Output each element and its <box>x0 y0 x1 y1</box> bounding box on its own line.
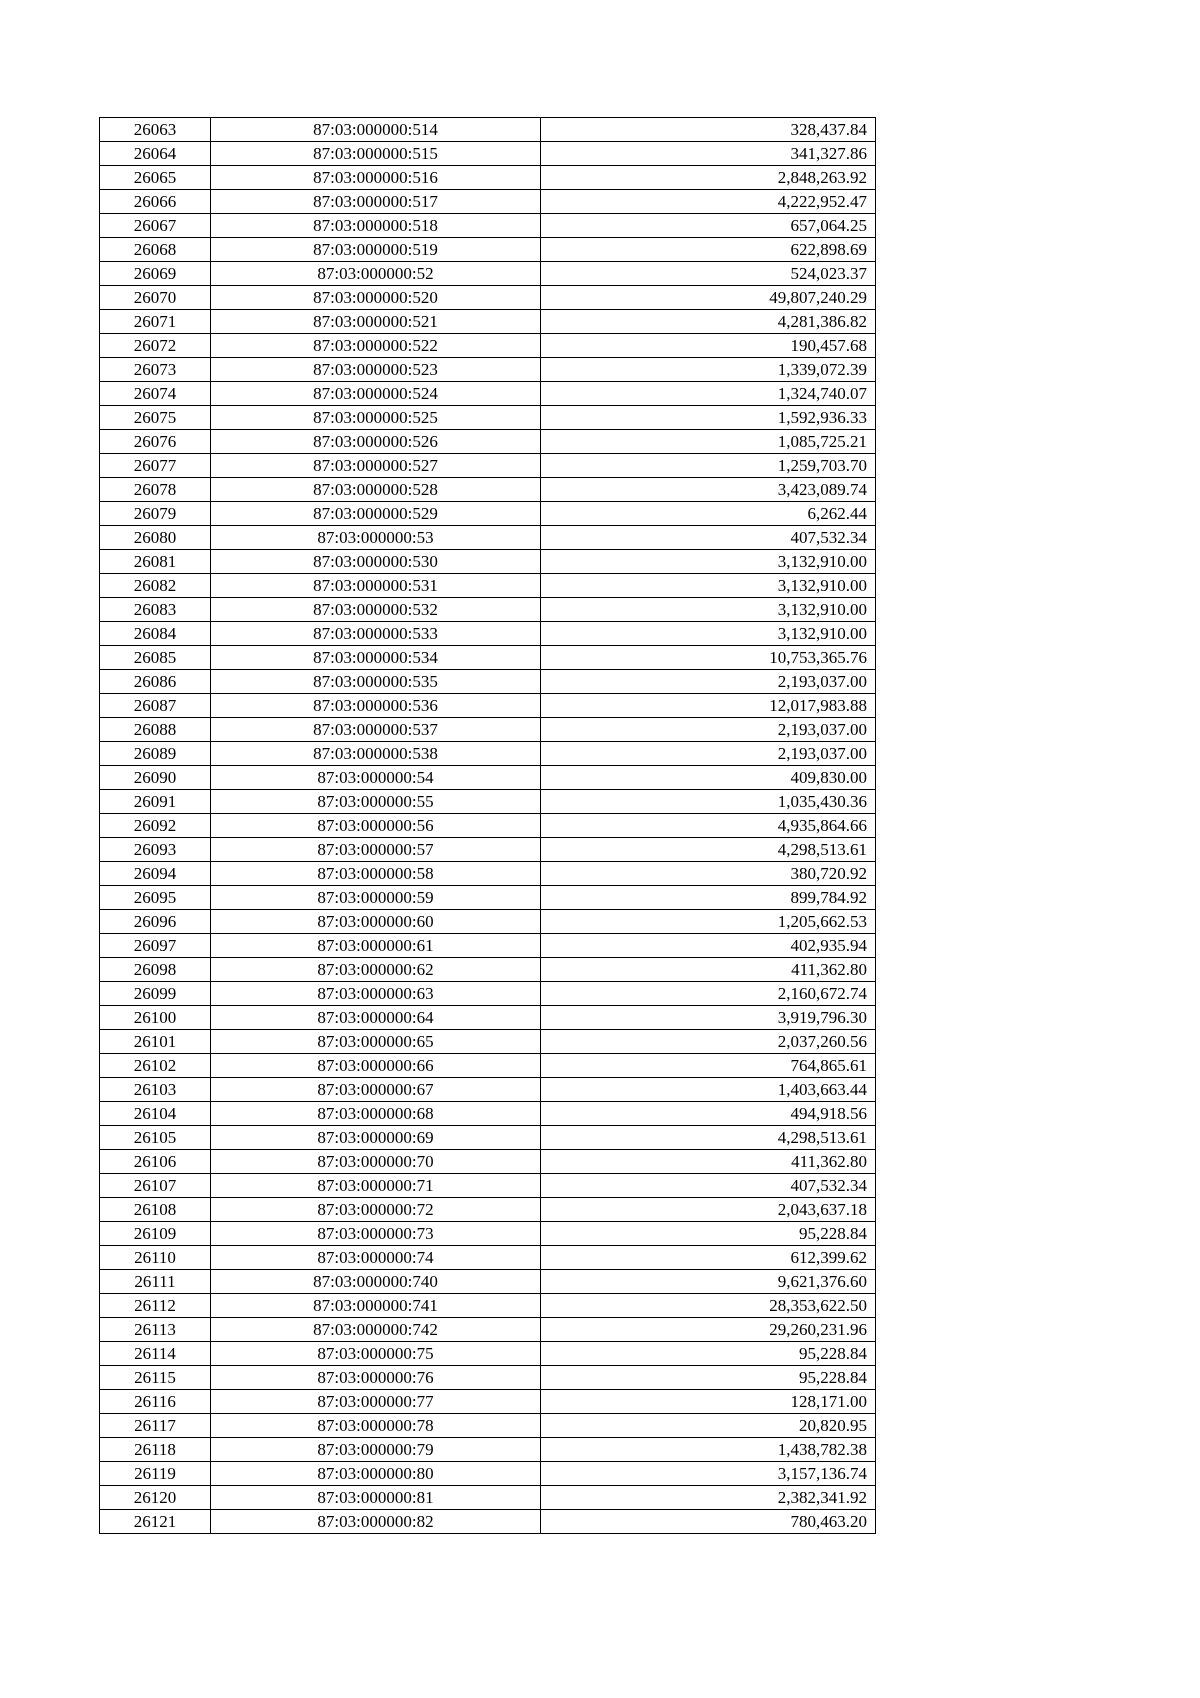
row-number-cell: 26069 <box>100 262 211 286</box>
row-number-cell: 26119 <box>100 1462 211 1486</box>
cadastral-number-cell: 87:03:000000:514 <box>211 118 541 142</box>
cadastral-number-cell: 87:03:000000:80 <box>211 1462 541 1486</box>
value-cell: 4,935,864.66 <box>541 814 876 838</box>
cadastral-number-cell: 87:03:000000:61 <box>211 934 541 958</box>
table-row <box>100 1486 876 1510</box>
value-cell: 190,457.68 <box>541 334 876 358</box>
cadastral-number-cell: 87:03:000000:523 <box>211 358 541 382</box>
row-number-cell: 26097 <box>100 934 211 958</box>
table-row <box>100 1102 876 1126</box>
row-number-cell: 26067 <box>100 214 211 238</box>
row-number-cell: 26110 <box>100 1246 211 1270</box>
cadastral-number-cell: 87:03:000000:517 <box>211 190 541 214</box>
value-cell: 1,324,740.07 <box>541 382 876 406</box>
table-row <box>100 334 876 358</box>
value-cell: 95,228.84 <box>541 1222 876 1246</box>
table-row <box>100 1414 876 1438</box>
value-cell: 1,438,782.38 <box>541 1438 876 1462</box>
row-number-cell: 26084 <box>100 622 211 646</box>
value-cell: 1,592,936.33 <box>541 406 876 430</box>
cadastral-number-cell: 87:03:000000:76 <box>211 1366 541 1390</box>
value-cell: 409,830.00 <box>541 766 876 790</box>
row-number-cell: 26077 <box>100 454 211 478</box>
table-row <box>100 718 876 742</box>
table-row <box>100 574 876 598</box>
table-row <box>100 982 876 1006</box>
cadastral-number-cell: 87:03:000000:52 <box>211 262 541 286</box>
value-cell: 411,362.80 <box>541 958 876 982</box>
value-cell: 524,023.37 <box>541 262 876 286</box>
table-row <box>100 1198 876 1222</box>
table-row <box>100 1510 876 1534</box>
table-row <box>100 1366 876 1390</box>
table-row <box>100 1054 876 1078</box>
row-number-cell: 26098 <box>100 958 211 982</box>
row-number-cell: 26086 <box>100 670 211 694</box>
cadastral-number-cell: 87:03:000000:524 <box>211 382 541 406</box>
value-cell: 128,171.00 <box>541 1390 876 1414</box>
row-number-cell: 26082 <box>100 574 211 598</box>
value-cell: 3,132,910.00 <box>541 622 876 646</box>
cadastral-number-cell: 87:03:000000:526 <box>211 430 541 454</box>
value-cell: 2,193,037.00 <box>541 670 876 694</box>
value-cell: 4,281,386.82 <box>541 310 876 334</box>
table-row <box>100 646 876 670</box>
table-row <box>100 454 876 478</box>
table-row <box>100 166 876 190</box>
value-cell: 1,085,725.21 <box>541 430 876 454</box>
table-row <box>100 742 876 766</box>
value-cell: 4,298,513.61 <box>541 1126 876 1150</box>
cadastral-number-cell: 87:03:000000:72 <box>211 1198 541 1222</box>
cadastral-number-cell: 87:03:000000:57 <box>211 838 541 862</box>
row-number-cell: 26064 <box>100 142 211 166</box>
table-row <box>100 1174 876 1198</box>
cadastral-number-cell: 87:03:000000:537 <box>211 718 541 742</box>
cadastral-number-cell: 87:03:000000:520 <box>211 286 541 310</box>
cadastral-number-cell: 87:03:000000:66 <box>211 1054 541 1078</box>
table-row <box>100 310 876 334</box>
value-cell: 2,160,672.74 <box>541 982 876 1006</box>
cadastral-number-cell: 87:03:000000:55 <box>211 790 541 814</box>
row-number-cell: 26068 <box>100 238 211 262</box>
table-row <box>100 1462 876 1486</box>
table-row <box>100 118 876 142</box>
value-cell: 764,865.61 <box>541 1054 876 1078</box>
cadastral-number-cell: 87:03:000000:530 <box>211 550 541 574</box>
table-row <box>100 238 876 262</box>
table-row <box>100 190 876 214</box>
cadastral-number-cell: 87:03:000000:521 <box>211 310 541 334</box>
row-number-cell: 26093 <box>100 838 211 862</box>
cadastral-number-cell: 87:03:000000:56 <box>211 814 541 838</box>
value-cell: 899,784.92 <box>541 886 876 910</box>
row-number-cell: 26091 <box>100 790 211 814</box>
value-cell: 95,228.84 <box>541 1342 876 1366</box>
row-number-cell: 26100 <box>100 1006 211 1030</box>
table-row <box>100 598 876 622</box>
cadastral-number-cell: 87:03:000000:532 <box>211 598 541 622</box>
value-cell: 657,064.25 <box>541 214 876 238</box>
cadastral-number-cell: 87:03:000000:63 <box>211 982 541 1006</box>
value-cell: 402,935.94 <box>541 934 876 958</box>
table-row <box>100 286 876 310</box>
table-row <box>100 1150 876 1174</box>
table-row <box>100 1390 876 1414</box>
row-number-cell: 26101 <box>100 1030 211 1054</box>
row-number-cell: 26104 <box>100 1102 211 1126</box>
cadastral-number-cell: 87:03:000000:53 <box>211 526 541 550</box>
row-number-cell: 26075 <box>100 406 211 430</box>
value-cell: 3,132,910.00 <box>541 550 876 574</box>
row-number-cell: 26113 <box>100 1318 211 1342</box>
cadastral-number-cell: 87:03:000000:77 <box>211 1390 541 1414</box>
cadastral-number-cell: 87:03:000000:79 <box>211 1438 541 1462</box>
value-cell: 12,017,983.88 <box>541 694 876 718</box>
table-row <box>100 1294 876 1318</box>
row-number-cell: 26070 <box>100 286 211 310</box>
value-cell: 3,132,910.00 <box>541 598 876 622</box>
cadastral-number-cell: 87:03:000000:518 <box>211 214 541 238</box>
row-number-cell: 26074 <box>100 382 211 406</box>
value-cell: 1,205,662.53 <box>541 910 876 934</box>
value-cell: 4,298,513.61 <box>541 838 876 862</box>
row-number-cell: 26115 <box>100 1366 211 1390</box>
row-number-cell: 26105 <box>100 1126 211 1150</box>
cadastral-number-cell: 87:03:000000:59 <box>211 886 541 910</box>
value-cell: 380,720.92 <box>541 862 876 886</box>
table-row <box>100 1006 876 1030</box>
table-row <box>100 1342 876 1366</box>
row-number-cell: 26102 <box>100 1054 211 1078</box>
value-cell: 2,382,341.92 <box>541 1486 876 1510</box>
cadastral-number-cell: 87:03:000000:538 <box>211 742 541 766</box>
table-row <box>100 262 876 286</box>
value-cell: 2,193,037.00 <box>541 742 876 766</box>
row-number-cell: 26103 <box>100 1078 211 1102</box>
table-row <box>100 910 876 934</box>
value-cell: 1,339,072.39 <box>541 358 876 382</box>
row-number-cell: 26117 <box>100 1414 211 1438</box>
value-cell: 407,532.34 <box>541 526 876 550</box>
row-number-cell: 26111 <box>100 1270 211 1294</box>
table-row <box>100 958 876 982</box>
table-row <box>100 430 876 454</box>
cadastral-number-cell: 87:03:000000:65 <box>211 1030 541 1054</box>
table-row <box>100 1222 876 1246</box>
table-row <box>100 358 876 382</box>
cadastral-number-cell: 87:03:000000:522 <box>211 334 541 358</box>
cadastral-number-cell: 87:03:000000:533 <box>211 622 541 646</box>
value-cell: 612,399.62 <box>541 1246 876 1270</box>
cadastral-number-cell: 87:03:000000:68 <box>211 1102 541 1126</box>
table-body <box>100 118 876 1534</box>
cadastral-number-cell: 87:03:000000:70 <box>211 1150 541 1174</box>
row-number-cell: 26087 <box>100 694 211 718</box>
cadastral-number-cell: 87:03:000000:71 <box>211 1174 541 1198</box>
cadastral-number-cell: 87:03:000000:528 <box>211 478 541 502</box>
cadastral-number-cell: 87:03:000000:58 <box>211 862 541 886</box>
value-cell: 622,898.69 <box>541 238 876 262</box>
table-row <box>100 862 876 886</box>
value-cell: 2,037,260.56 <box>541 1030 876 1054</box>
cadastral-number-cell: 87:03:000000:73 <box>211 1222 541 1246</box>
value-cell: 407,532.34 <box>541 1174 876 1198</box>
cadastral-number-cell: 87:03:000000:742 <box>211 1318 541 1342</box>
value-cell: 20,820.95 <box>541 1414 876 1438</box>
table-row <box>100 214 876 238</box>
row-number-cell: 26118 <box>100 1438 211 1462</box>
row-number-cell: 26066 <box>100 190 211 214</box>
row-number-cell: 26080 <box>100 526 211 550</box>
cadastral-number-cell: 87:03:000000:529 <box>211 502 541 526</box>
table-row <box>100 382 876 406</box>
value-cell: 9,621,376.60 <box>541 1270 876 1294</box>
value-cell: 1,403,663.44 <box>541 1078 876 1102</box>
row-number-cell: 26099 <box>100 982 211 1006</box>
cadastral-number-cell: 87:03:000000:535 <box>211 670 541 694</box>
row-number-cell: 26095 <box>100 886 211 910</box>
table-row <box>100 1270 876 1294</box>
cadastral-value-table <box>99 117 876 1534</box>
row-number-cell: 26065 <box>100 166 211 190</box>
value-cell: 28,353,622.50 <box>541 1294 876 1318</box>
table-row <box>100 478 876 502</box>
table-row <box>100 670 876 694</box>
table-row <box>100 838 876 862</box>
row-number-cell: 26063 <box>100 118 211 142</box>
table-row <box>100 406 876 430</box>
table-row <box>100 622 876 646</box>
table-row <box>100 526 876 550</box>
cadastral-number-cell: 87:03:000000:516 <box>211 166 541 190</box>
row-number-cell: 26096 <box>100 910 211 934</box>
row-number-cell: 26121 <box>100 1510 211 1534</box>
value-cell: 328,437.84 <box>541 118 876 142</box>
cadastral-number-cell: 87:03:000000:54 <box>211 766 541 790</box>
value-cell: 2,193,037.00 <box>541 718 876 742</box>
value-cell: 29,260,231.96 <box>541 1318 876 1342</box>
table-row <box>100 1246 876 1270</box>
row-number-cell: 26076 <box>100 430 211 454</box>
cadastral-number-cell: 87:03:000000:62 <box>211 958 541 982</box>
row-number-cell: 26107 <box>100 1174 211 1198</box>
table-row <box>100 694 876 718</box>
table-row <box>100 1438 876 1462</box>
cadastral-number-cell: 87:03:000000:515 <box>211 142 541 166</box>
row-number-cell: 26081 <box>100 550 211 574</box>
value-cell: 1,035,430.36 <box>541 790 876 814</box>
value-cell: 494,918.56 <box>541 1102 876 1126</box>
value-cell: 95,228.84 <box>541 1366 876 1390</box>
value-cell: 4,222,952.47 <box>541 190 876 214</box>
value-cell: 3,423,089.74 <box>541 478 876 502</box>
value-cell: 49,807,240.29 <box>541 286 876 310</box>
cadastral-number-cell: 87:03:000000:74 <box>211 1246 541 1270</box>
row-number-cell: 26083 <box>100 598 211 622</box>
row-number-cell: 26079 <box>100 502 211 526</box>
value-cell: 341,327.86 <box>541 142 876 166</box>
row-number-cell: 26071 <box>100 310 211 334</box>
row-number-cell: 26109 <box>100 1222 211 1246</box>
row-number-cell: 26073 <box>100 358 211 382</box>
cadastral-number-cell: 87:03:000000:75 <box>211 1342 541 1366</box>
cadastral-number-cell: 87:03:000000:81 <box>211 1486 541 1510</box>
row-number-cell: 26120 <box>100 1486 211 1510</box>
row-number-cell: 26072 <box>100 334 211 358</box>
cadastral-number-cell: 87:03:000000:740 <box>211 1270 541 1294</box>
row-number-cell: 26116 <box>100 1390 211 1414</box>
table-row <box>100 790 876 814</box>
cadastral-number-cell: 87:03:000000:69 <box>211 1126 541 1150</box>
cadastral-number-cell: 87:03:000000:60 <box>211 910 541 934</box>
table-row <box>100 1126 876 1150</box>
row-number-cell: 26078 <box>100 478 211 502</box>
value-cell: 3,157,136.74 <box>541 1462 876 1486</box>
row-number-cell: 26094 <box>100 862 211 886</box>
row-number-cell: 26089 <box>100 742 211 766</box>
value-cell: 411,362.80 <box>541 1150 876 1174</box>
table-row <box>100 1030 876 1054</box>
table-row <box>100 142 876 166</box>
cadastral-number-cell: 87:03:000000:82 <box>211 1510 541 1534</box>
table-row <box>100 1078 876 1102</box>
cadastral-number-cell: 87:03:000000:741 <box>211 1294 541 1318</box>
row-number-cell: 26112 <box>100 1294 211 1318</box>
value-cell: 10,753,365.76 <box>541 646 876 670</box>
row-number-cell: 26114 <box>100 1342 211 1366</box>
cadastral-number-cell: 87:03:000000:527 <box>211 454 541 478</box>
cadastral-number-cell: 87:03:000000:67 <box>211 1078 541 1102</box>
value-cell: 1,259,703.70 <box>541 454 876 478</box>
row-number-cell: 26108 <box>100 1198 211 1222</box>
row-number-cell: 26092 <box>100 814 211 838</box>
table-row <box>100 934 876 958</box>
row-number-cell: 26088 <box>100 718 211 742</box>
row-number-cell: 26090 <box>100 766 211 790</box>
value-cell: 2,043,637.18 <box>541 1198 876 1222</box>
cadastral-number-cell: 87:03:000000:531 <box>211 574 541 598</box>
cadastral-number-cell: 87:03:000000:536 <box>211 694 541 718</box>
table-row <box>100 502 876 526</box>
row-number-cell: 26085 <box>100 646 211 670</box>
cadastral-number-cell: 87:03:000000:519 <box>211 238 541 262</box>
table-row <box>100 1318 876 1342</box>
cadastral-number-cell: 87:03:000000:78 <box>211 1414 541 1438</box>
table-row <box>100 550 876 574</box>
row-number-cell: 26106 <box>100 1150 211 1174</box>
table-row <box>100 766 876 790</box>
cadastral-number-cell: 87:03:000000:64 <box>211 1006 541 1030</box>
table-row <box>100 814 876 838</box>
table-row <box>100 886 876 910</box>
value-cell: 3,132,910.00 <box>541 574 876 598</box>
cadastral-number-cell: 87:03:000000:525 <box>211 406 541 430</box>
value-cell: 6,262.44 <box>541 502 876 526</box>
value-cell: 3,919,796.30 <box>541 1006 876 1030</box>
value-cell: 780,463.20 <box>541 1510 876 1534</box>
cadastral-number-cell: 87:03:000000:534 <box>211 646 541 670</box>
value-cell: 2,848,263.92 <box>541 166 876 190</box>
